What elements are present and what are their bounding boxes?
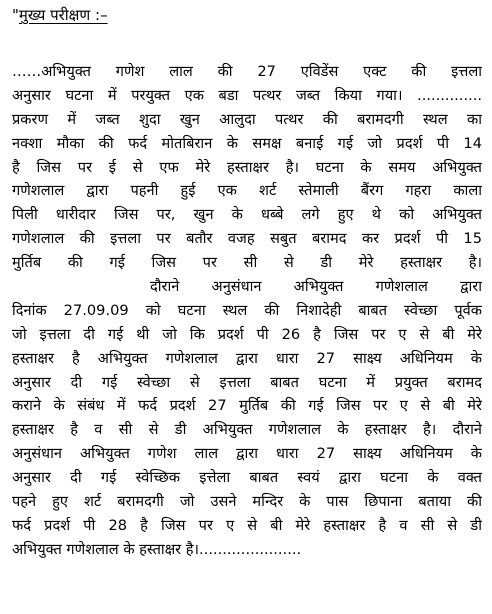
testimony-paragraph: [12, 60, 482, 562]
paragraph-line: जो इत्तला दी गई थी जो कि प्रदर्श पी 26 है जिस पर ए से बी मेरे: [12, 325, 482, 343]
opening-quote-mark: ": [12, 6, 19, 24]
paragraph-line: मुर्तिब की गई जिस पर सी से डी मेरे हस्ताक्षर है।: [12, 254, 482, 272]
paragraph-line: गणेशलाल द्वारा पहनी हुई एक शर्ट स्तेमाली बैंरग गहरा काला: [12, 182, 482, 200]
paragraph-line: अनुसार घटना में परयुक्त एक बडा पत्थर जब्त किया गया। ..............: [12, 86, 482, 104]
paragraph-line: पहने हुए शर्ट बरामदगी जो उसने मन्दिर के पास छिपाना बताया की: [12, 493, 482, 511]
paragraph-line: हस्ताक्षर है व सी से डी अभियुक्त गणेशलाल के हस्ताक्षर है। दौराने: [12, 421, 482, 439]
paragraph-line: कराने के संबंध में फर्द प्रदर्श 27 मुर्तिब की गई जिस पर ए से बी मेरे: [12, 397, 482, 415]
paragraph-line: अनुसार दी गई स्वेच्छा से इत्तला बाबत घटना में प्रयुक्त बरामद: [12, 373, 482, 391]
paragraph-line: गणेशलाल की इत्तला पर बतौर वजह सबुत बरामद कर प्रदर्श पी 15: [12, 230, 482, 248]
paragraph-line: अनुसार दी गई स्वेच्छिक इत्तेला बाबत स्वयं द्वारा घटना के वक्त: [12, 469, 482, 487]
paragraph-line: अभियुक्त गणेशलाल के हस्ताक्षर है।......................: [12, 540, 302, 558]
paragraph-line: दौराने अनुसंधान अभियुक्त गणेशलाल द्वारा: [150, 278, 482, 296]
section-heading: [12, 4, 482, 26]
document-page: [12, 4, 482, 562]
paragraph-line: पिली धारीदार जिस पर, खुन के धब्बे लगे हुए थे को अभियुक्त: [12, 206, 482, 224]
paragraph-line: फर्द प्रदर्श पी 28 है जिस पर ए से बी मेरे हस्ताक्षर है व सी से डी: [12, 516, 482, 534]
paragraph-line: नक्शा मौका की फर्द मोतबिरान के समक्ष बनाई गई जो प्रदर्श पी 14: [12, 134, 482, 152]
paragraph-line: है जिस पर ई से एफ मेरे हस्ताक्षर है। घटना के समय अभियुक्त: [12, 158, 482, 176]
paragraph-line: प्रकरण में जब्त शुदा खुन आलुदा पत्थर की बरामदगी स्थल का: [12, 110, 482, 128]
paragraph-line: हस्ताक्षर है अभियुक्त गणेशलाल द्वारा धारा 27 साक्ष्य अधिनियम के: [12, 349, 482, 367]
paragraph-line: ……अभियुक्त गणेश लाल की 27 एविडेंस एक्ट की इत्तला: [12, 63, 482, 80]
section-title: मुख्य परीक्षण :–: [18, 6, 108, 24]
paragraph-line: दिनांक 27.09.09 को घटना स्थल की निशादेही बाबत स्वेच्छा पूर्वक: [12, 301, 482, 319]
paragraph-line: अनुसंधान अभियुक्त गणेश लाल द्वारा धारा 27 साक्ष्य अधिनियम के: [12, 445, 482, 463]
